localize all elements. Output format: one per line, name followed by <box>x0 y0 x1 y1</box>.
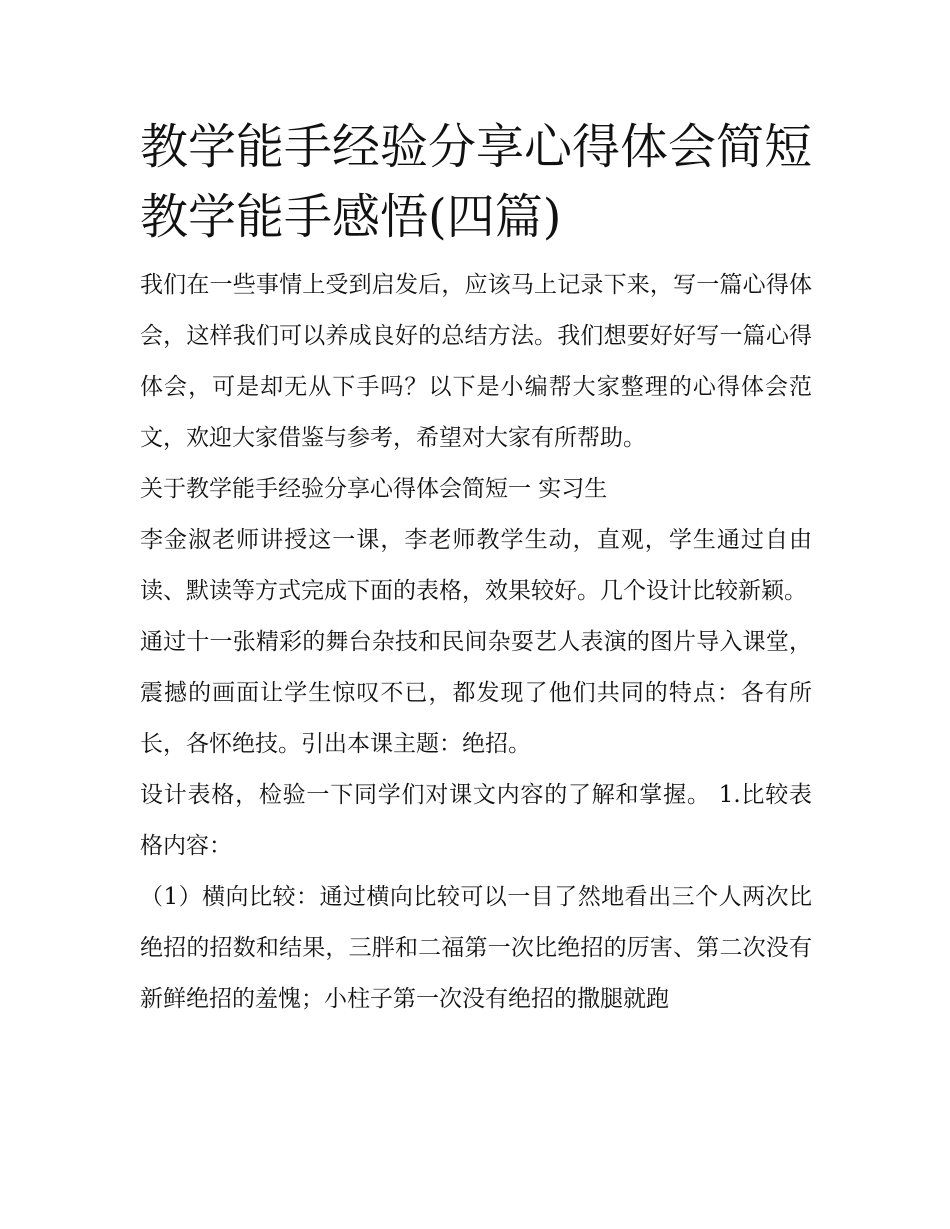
paragraph-lead-in: 通过十一张精彩的舞台杂技和民间杂耍艺人表演的图片导入课堂，震撼的画面让学生惊叹不已，都发现了他们共同的特点：各有所长，各怀绝技。引出本课主题：绝招。 <box>140 629 812 757</box>
paragraph-intro: 我们在一些事情上受到启发后，应该马上记录下来，写一篇心得体会，这样我们可以养成良好的总结方法。我们想要好好写一篇心得体会，可是却无从下手吗？以下是小编帮大家整理的心得体会范文，欢迎大家借鉴与参考，希望对大家有所帮助。 <box>140 272 812 451</box>
paragraph-teacher: 李金淑老师讲授这一课，李老师教学生动，直观，学生通过自由读、默读等方式完成下面的表格，效果较好。几个设计比较新颖。 <box>140 527 812 604</box>
paragraph-table-design: 设计表格，检验一下同学们对课文内容的了解和掌握。 1.比较表格内容： <box>140 782 812 859</box>
paragraph-section-heading: 关于教学能手经验分享心得体会简短一 实习生 <box>140 476 608 502</box>
document-title: 教学能手经验分享心得体会简短 教学能手感悟(四篇) <box>140 119 813 245</box>
paragraph-horizontal-compare: （1）横向比较：通过横向比较可以一目了然地看出三个人两次比绝招的招数和结果，三胖和二福第一次比绝招的厉害、第二次没有新鲜绝招的羞愧；小柱子第一次没有绝招的撒腿就跑 <box>140 884 812 1012</box>
document-body <box>140 112 812 1025</box>
